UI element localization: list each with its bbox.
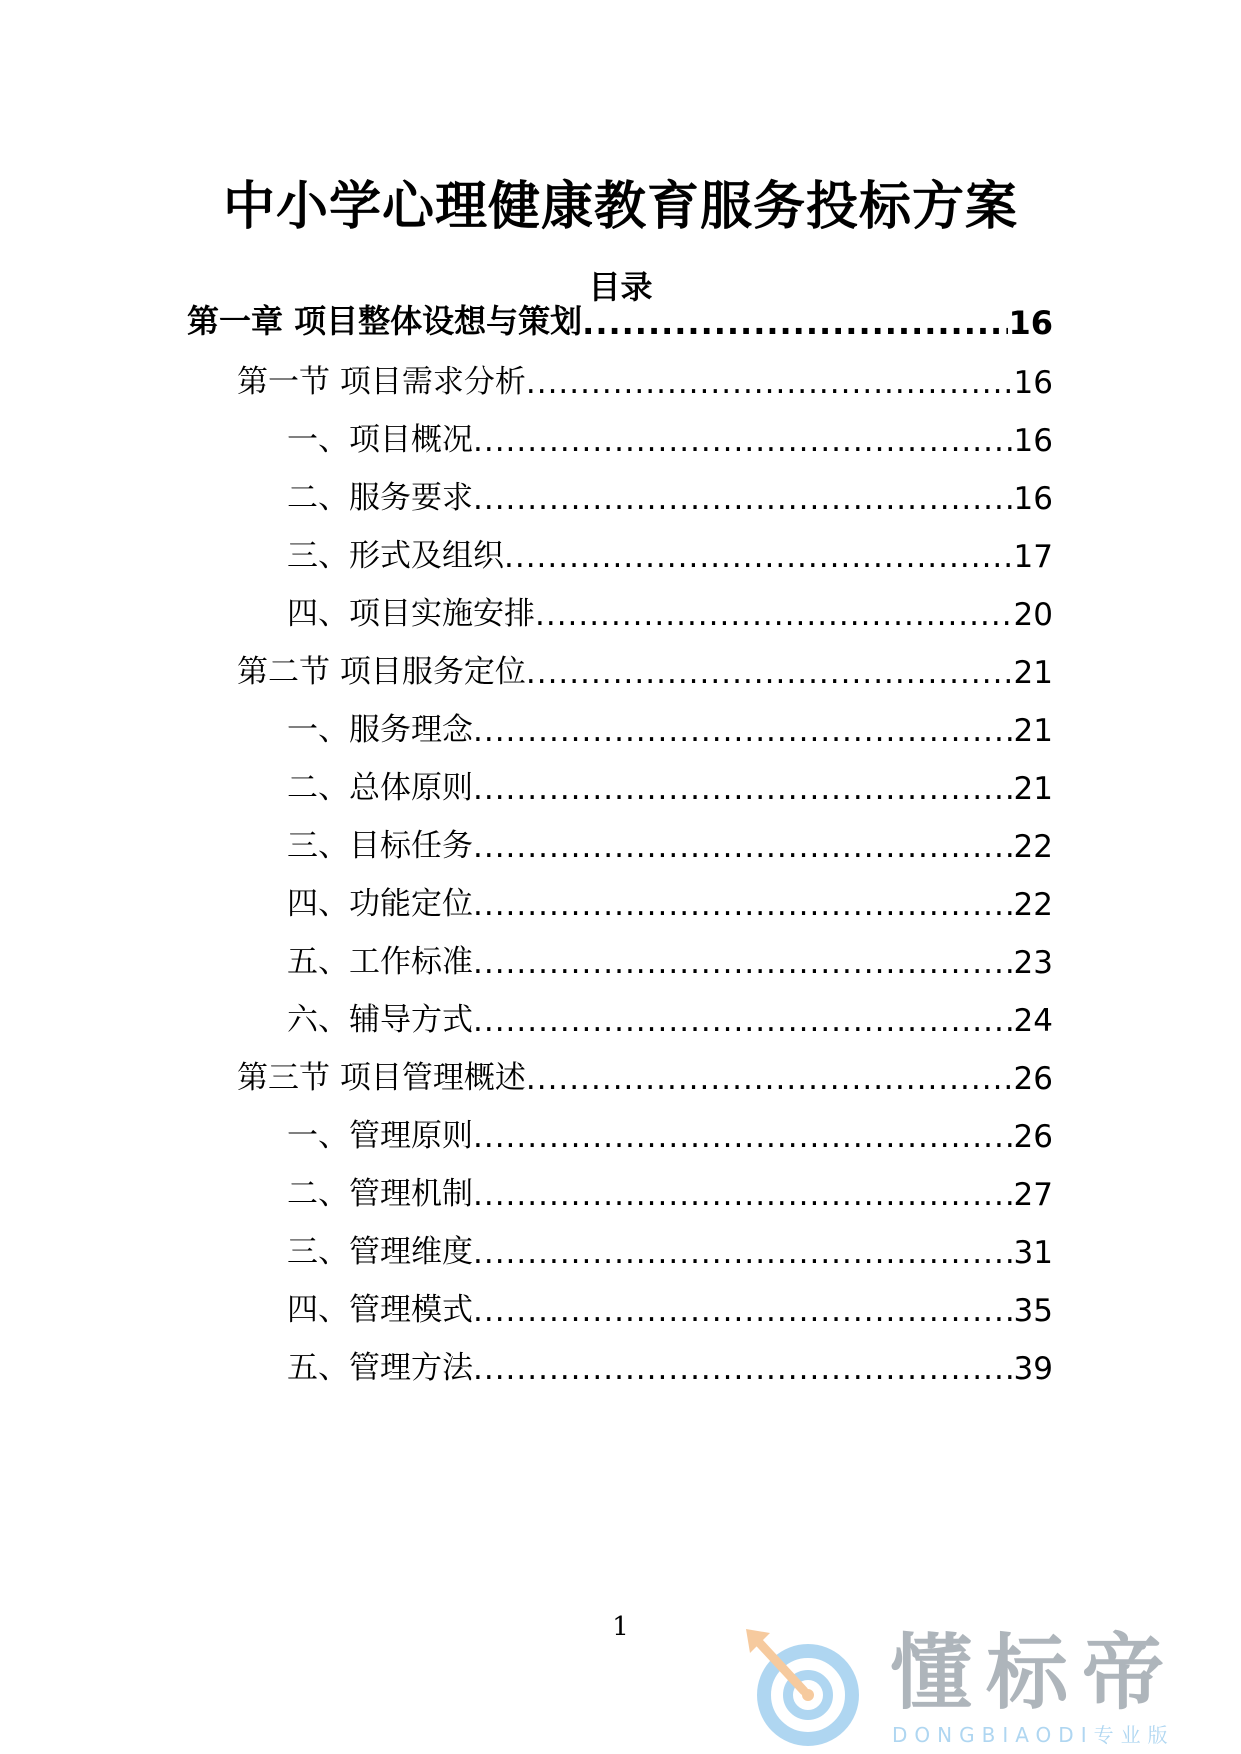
watermark-tagline: DONGBIAODI专业版 [892,1723,1175,1747]
toc-leader-dots [473,771,1014,807]
toc-entry-page: 16 [1013,365,1053,401]
watermark [740,1625,1220,1750]
toc-entry-label: 第二节 项目服务定位 [237,654,526,690]
toc-entry-label: 一、服务理念 [287,712,473,748]
toc-entry-label: 第一节 项目需求分析 [237,364,526,400]
toc-entry-page: 17 [1013,539,1053,575]
toc-entry-page: 26 [1013,1061,1053,1097]
page-number: 1 [612,1612,629,1642]
toc-entry-page: 23 [1013,945,1053,981]
toc-entry-item[interactable] [0,989,1241,1039]
toc-entry-item[interactable] [0,467,1241,517]
toc-entry-item[interactable] [0,1163,1241,1213]
toc-entry-page: 21 [1013,713,1053,749]
toc-entry-page: 39 [1013,1351,1053,1387]
toc-entry-page: 24 [1013,1003,1053,1039]
toc-leader-dots [582,304,1008,342]
toc-entry-page: 16 [1008,304,1053,342]
toc-entry-label: 四、管理模式 [287,1292,473,1328]
toc-entry-page: 35 [1013,1293,1053,1329]
toc-entry-label: 六、辅导方式 [287,1002,473,1038]
toc-leader-dots [473,887,1014,923]
toc-leader-dots [473,1235,1014,1271]
target-logo-icon [740,1625,870,1750]
toc-entry-section-1[interactable] [0,351,1241,401]
toc-entry-label: 第三节 项目管理概述 [237,1060,526,1096]
toc-entry-label: 一、项目概况 [287,422,473,458]
toc-entry-page: 21 [1013,655,1053,691]
toc-entry-item[interactable] [0,1221,1241,1271]
toc-entry-label: 三、形式及组织 [287,538,504,574]
toc-entry-page: 22 [1013,829,1053,865]
toc-entry-item[interactable] [0,815,1241,865]
toc-entry-item[interactable] [0,757,1241,807]
toc-leader-dots [504,539,1014,575]
toc-entry-label: 二、管理机制 [287,1176,473,1212]
toc-leader-dots [473,829,1014,865]
toc-leader-dots [526,1061,1014,1097]
document-title: 中小学心理健康教育服务投标方案 [222,177,1018,237]
toc-heading: 目录 [588,268,653,306]
toc-leader-dots [473,1351,1014,1387]
toc-entry-item[interactable] [0,583,1241,633]
toc-entry-item[interactable] [0,1337,1241,1387]
toc-entry-label: 二、服务要求 [287,480,473,516]
toc-leader-dots [535,597,1014,633]
toc-entry-page: 21 [1013,771,1053,807]
toc-leader-dots [473,481,1014,517]
toc-entry-section-3[interactable] [0,1047,1241,1097]
toc-entry-label: 二、总体原则 [287,770,473,806]
toc-entry-page: 27 [1013,1177,1053,1213]
toc-leader-dots [473,713,1014,749]
toc-leader-dots [473,945,1014,981]
toc-leader-dots [526,365,1014,401]
toc-leader-dots [473,1003,1014,1039]
toc-leader-dots [473,423,1014,459]
toc-entry-chapter-1[interactable] [0,292,1241,342]
toc-entry-item[interactable] [0,931,1241,981]
toc-entry-label: 三、管理维度 [287,1234,473,1270]
toc-entry-item[interactable] [0,409,1241,459]
toc-entry-section-2[interactable] [0,641,1241,691]
toc-entry-page: 26 [1013,1119,1053,1155]
toc-leader-dots [526,655,1014,691]
watermark-brand: 懂标帝 [890,1626,1179,1721]
toc-entry-item[interactable] [0,873,1241,923]
toc-entry-item[interactable] [0,699,1241,749]
toc-entry-item[interactable] [0,525,1241,575]
toc-entry-page: 16 [1013,481,1053,517]
toc-entry-label: 三、目标任务 [287,828,473,864]
toc-entry-page: 31 [1013,1235,1053,1271]
toc-entry-label: 四、功能定位 [287,886,473,922]
toc-entry-label: 四、项目实施安排 [287,596,535,632]
toc-leader-dots [473,1177,1014,1213]
toc-entry-item[interactable] [0,1279,1241,1329]
toc-entry-label: 一、管理原则 [287,1118,473,1154]
toc-leader-dots [473,1293,1014,1329]
toc-leader-dots [473,1119,1014,1155]
toc-entry-label: 五、管理方法 [287,1350,473,1386]
toc-entry-page: 20 [1013,597,1053,633]
toc-entry-item[interactable] [0,1105,1241,1155]
toc-entry-page: 16 [1013,423,1053,459]
toc-entry-label: 第一章 项目整体设想与策划 [187,302,583,340]
toc-entry-label: 五、工作标准 [287,944,473,980]
toc-entry-page: 22 [1013,887,1053,923]
